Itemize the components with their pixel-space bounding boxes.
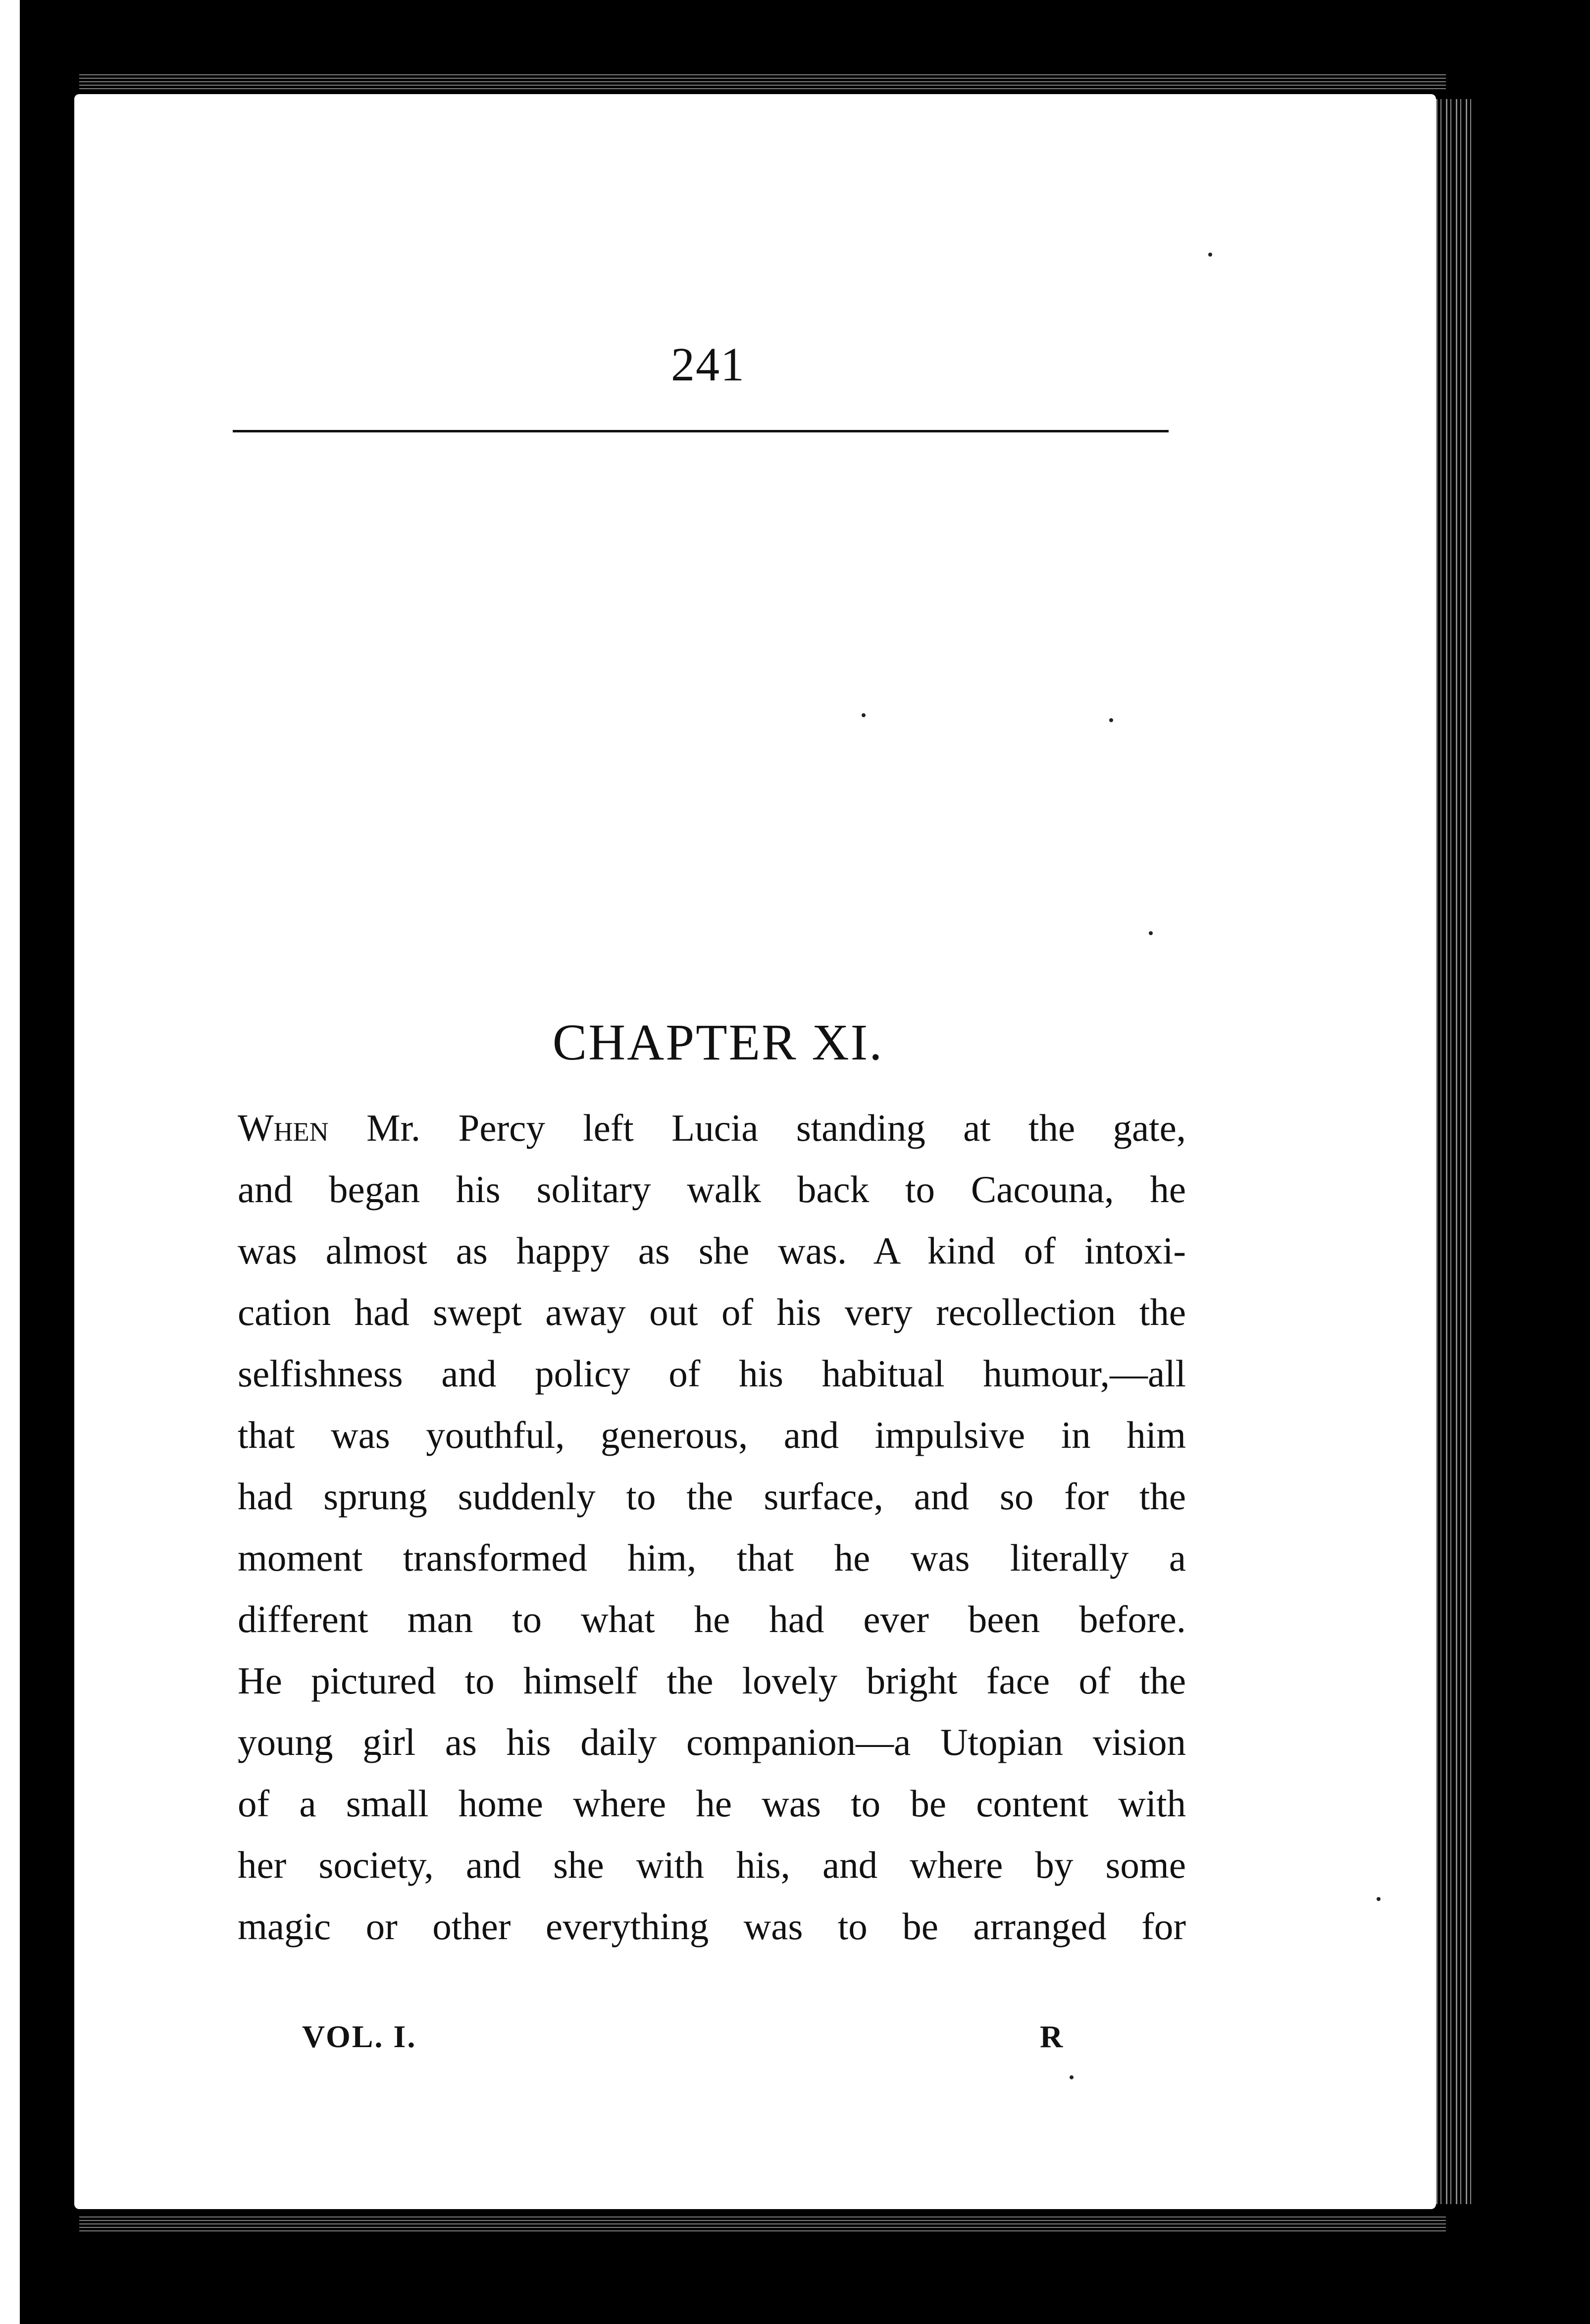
chapter-title: CHAPTER XI.: [552, 1014, 884, 1071]
top-page-edge: [79, 74, 1446, 91]
page-number: 241: [671, 338, 745, 391]
text-line: her society, and she with his, and where by some: [238, 1844, 1186, 1886]
left-page-edge: [0, 0, 20, 2324]
text-line: selfishness and policy of his habitual humour,—all: [238, 1352, 1186, 1395]
text-line: was almost as happy as she was. A kind of intoxi-: [238, 1229, 1186, 1272]
bottom-page-edge: [79, 2214, 1446, 2234]
text-line: of a small home where he was to be content with: [238, 1782, 1186, 1825]
lead-word: When: [238, 1107, 329, 1149]
body-text: [238, 1097, 1186, 1957]
ink-speck: [1070, 2075, 1074, 2079]
ink-speck: [1149, 931, 1153, 935]
ink-speck: [1109, 718, 1113, 722]
text-line: and began his solitary walk back to Cacouna, he: [238, 1168, 1186, 1211]
ink-speck: [1377, 1897, 1381, 1901]
text-line: When Mr. Percy left Lucia standing at the gate,: [238, 1107, 1186, 1149]
text-line: young girl as his daily companion—a Utopian vision: [238, 1721, 1186, 1763]
text-line: He pictured to himself the lovely bright face of the: [238, 1659, 1186, 1702]
volume-signature: VOL. I.: [302, 2019, 417, 2054]
signature-mark: R: [1040, 2019, 1063, 2054]
right-page-edge: [1436, 99, 1476, 2204]
ink-speck: [1208, 253, 1212, 257]
text-line: different man to what he had ever been before.: [238, 1598, 1186, 1640]
text-line: that was youthful, generous, and impulsive in him: [238, 1414, 1186, 1456]
text-line: had sprung suddenly to the surface, and so for the: [238, 1475, 1186, 1518]
text-line: moment transformed him, that he was literally a: [238, 1536, 1186, 1579]
text-line: magic or other everything was to be arranged for: [238, 1905, 1186, 1948]
header-rule: [233, 430, 1169, 432]
text-line: cation had swept away out of his very recollection the: [238, 1291, 1186, 1333]
ink-speck: [862, 713, 866, 717]
